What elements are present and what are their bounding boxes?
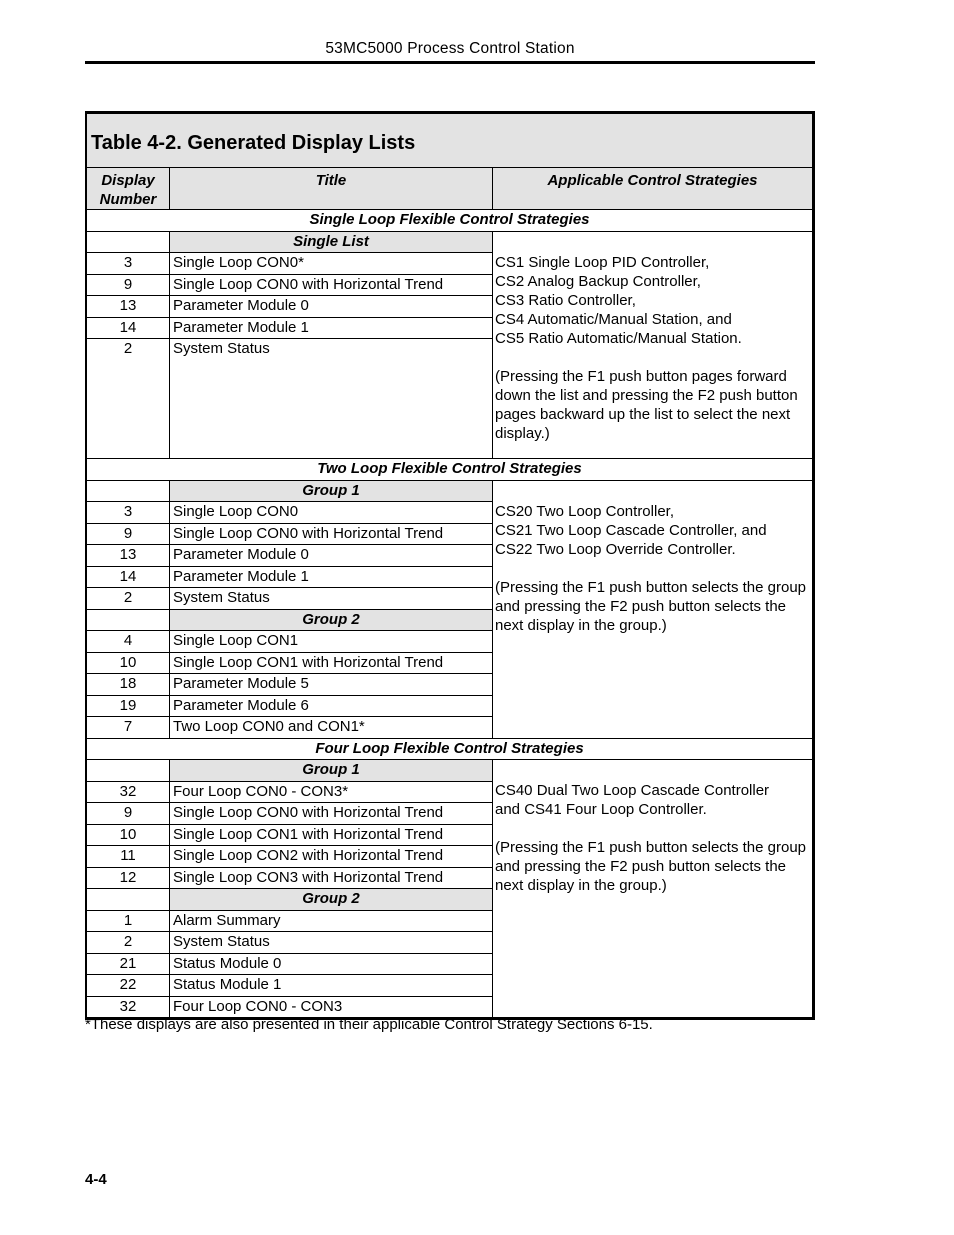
footnote: *These displays are also presented in their applicable Control Strategy Sections 6-15.	[85, 1016, 653, 1033]
display-title: Single Loop CON0 with Horizontal Trend	[170, 803, 493, 825]
group-number-blank	[87, 480, 170, 502]
column-header-row	[87, 168, 813, 210]
col-header-strategies: Applicable Control Strategies	[493, 168, 813, 210]
strategies-list: CS1 Single Loop PID Controller, CS2 Analog Backup Controller, CS3 Ratio Controller, CS4 Automatic/Manual Station, and CS5 Ratio Automatic/Manual Station.	[495, 253, 742, 347]
display-title: Four Loop CON0 - CON3	[170, 996, 493, 1018]
display-number: 18	[87, 674, 170, 696]
strategies-list: CS40 Dual Two Loop Cascade Controller and CS41 Four Loop Controller.	[495, 782, 770, 818]
strategies-cell	[493, 231, 813, 459]
col-header-title: Title	[170, 168, 493, 210]
strategies-note: (Pressing the F1 push button selects the group and pressing the F2 push button selects the next display in the group.)	[495, 578, 807, 634]
group-number-blank	[87, 231, 170, 253]
strategies-note: (Pressing the F1 push button selects the group and pressing the F2 push button selects the next display in the group.)	[495, 839, 807, 894]
display-title: Parameter Module 5	[170, 674, 493, 696]
group-label: Group 1	[170, 480, 493, 502]
strategies-note: (Pressing the F1 push button pages forward down the list and pressing the F2 push button pages backward up the list to select the next display.)	[495, 367, 798, 442]
header-rule	[85, 61, 815, 64]
display-title: System Status	[170, 932, 493, 954]
strategies-cell	[493, 760, 813, 1018]
group-row	[87, 231, 813, 253]
page-number: 4-4	[85, 1171, 107, 1188]
display-title: Single Loop CON2 with Horizontal Trend	[170, 846, 493, 868]
display-title: Four Loop CON0 - CON3*	[170, 781, 493, 803]
display-title: Single Loop CON1 with Horizontal Trend	[170, 824, 493, 846]
display-number: 13	[87, 545, 170, 567]
running-head: 53MC5000 Process Control Station	[325, 40, 575, 57]
strategies-cell	[493, 480, 813, 738]
section-title: Single Loop Flexible Control Strategies	[87, 210, 813, 232]
display-number: 13	[87, 296, 170, 318]
display-title: Two Loop CON0 and CON1*	[170, 717, 493, 739]
display-lists-table	[85, 111, 815, 1020]
display-number: 7	[87, 717, 170, 739]
display-number: 2	[87, 932, 170, 954]
display-number: 22	[87, 975, 170, 997]
group-label: Group 2	[170, 609, 493, 631]
display-title: Parameter Module 0	[170, 545, 493, 567]
display-title: Parameter Module 6	[170, 695, 493, 717]
display-title: Alarm Summary	[170, 910, 493, 932]
group-label: Group 2	[170, 889, 493, 911]
display-title: Single Loop CON1	[170, 631, 493, 653]
display-title: Single Loop CON0 with Horizontal Trend	[170, 274, 493, 296]
display-number: 12	[87, 867, 170, 889]
table-caption: Table 4-2. Generated Display Lists	[87, 114, 813, 168]
group-label: Group 1	[170, 760, 493, 782]
display-number: 3	[87, 502, 170, 524]
display-title: Status Module 1	[170, 975, 493, 997]
section-title: Four Loop Flexible Control Strategies	[87, 738, 813, 760]
group-label: Single List	[170, 231, 493, 253]
display-number: 11	[87, 846, 170, 868]
section-title: Two Loop Flexible Control Strategies	[87, 459, 813, 481]
group-row	[87, 480, 813, 502]
display-title: Single Loop CON1 with Horizontal Trend	[170, 652, 493, 674]
group-number-blank	[87, 889, 170, 911]
display-number: 4	[87, 631, 170, 653]
display-number: 1	[87, 910, 170, 932]
display-number: 9	[87, 803, 170, 825]
section-row	[87, 738, 813, 760]
display-title: Parameter Module 1	[170, 566, 493, 588]
display-title: Single Loop CON0*	[170, 253, 493, 275]
col-header-display-number: Display Number	[87, 168, 170, 210]
section-row	[87, 210, 813, 232]
display-title: Single Loop CON3 with Horizontal Trend	[170, 867, 493, 889]
display-number: 14	[87, 566, 170, 588]
display-number: 9	[87, 523, 170, 545]
display-number: 3	[87, 253, 170, 275]
display-number: 32	[87, 996, 170, 1018]
display-title: Parameter Module 0	[170, 296, 493, 318]
display-number: 14	[87, 317, 170, 339]
display-number: 2	[87, 588, 170, 610]
display-number: 10	[87, 824, 170, 846]
display-number: 21	[87, 953, 170, 975]
display-title: Status Module 0	[170, 953, 493, 975]
display-number: 32	[87, 781, 170, 803]
section-row	[87, 459, 813, 481]
display-number: 19	[87, 695, 170, 717]
display-title: System Status	[170, 588, 493, 610]
display-title: Single Loop CON0	[170, 502, 493, 524]
display-title: Parameter Module 1	[170, 317, 493, 339]
display-number: 10	[87, 652, 170, 674]
group-number-blank	[87, 609, 170, 631]
display-number: 9	[87, 274, 170, 296]
group-number-blank	[87, 760, 170, 782]
strategies-list: CS20 Two Loop Controller, CS21 Two Loop Cascade Controller, and CS22 Two Loop Override Controller.	[495, 502, 767, 558]
display-number: 2	[87, 339, 170, 459]
group-row	[87, 760, 813, 782]
display-title: System Status	[170, 339, 493, 459]
display-title: Single Loop CON0 with Horizontal Trend	[170, 523, 493, 545]
